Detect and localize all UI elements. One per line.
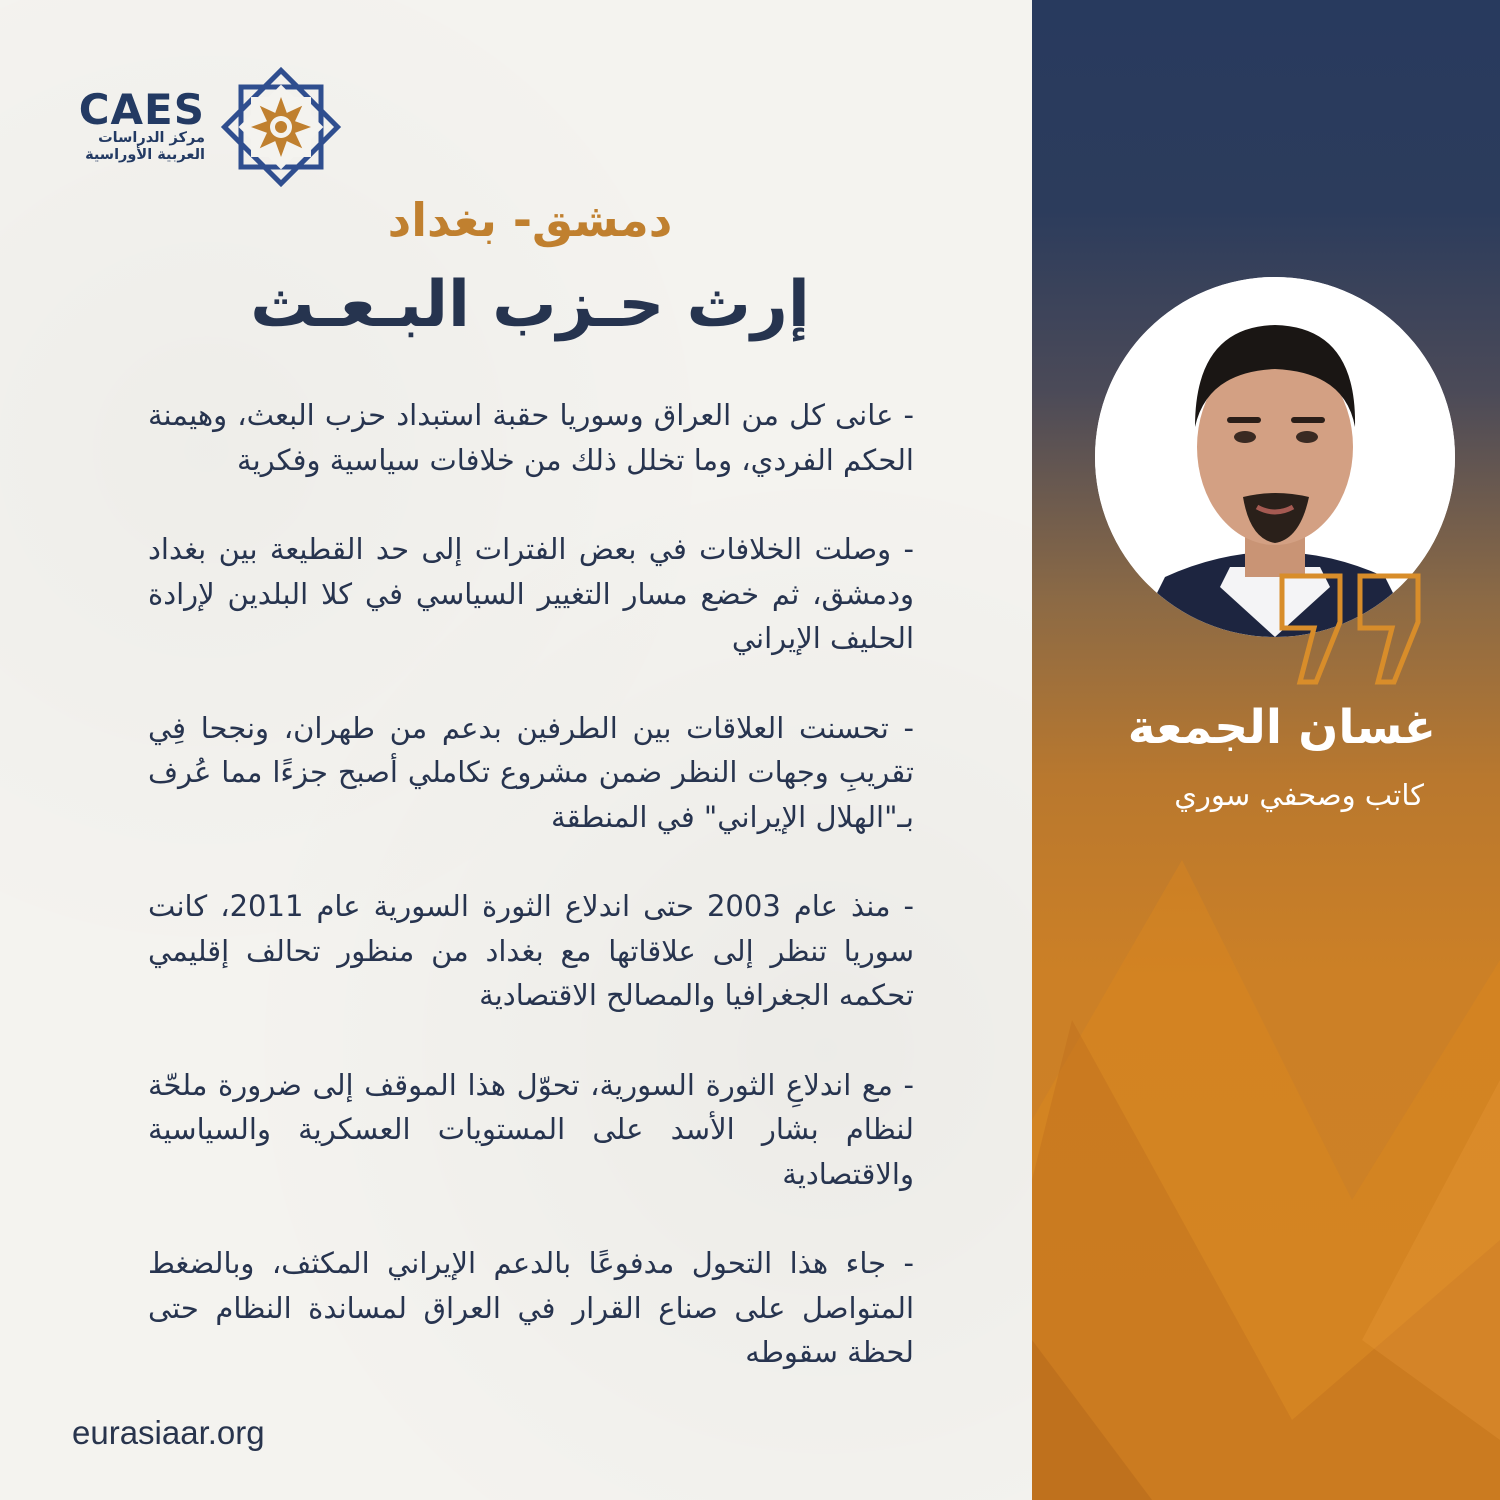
logo-text-block [78,85,205,164]
logo-acronym: CAES [78,85,205,134]
paragraph: - منذ عام 2003 حتى اندلاع الثورة السورية عام 2011، كانت سوريا تنظر إلى علاقاتها مع بغداد من منظور تحالف إقليمي تحكمه الجغرافيا والمصالح الاقتصادية [148,889,914,1012]
paragraph: - مع اندلاعِ الثورة السورية، تحوّل هذا الموقف إلى ضرورة ملحّة لنظام بشار الأسد على المستويات العسكرية والسياسية والاقتصادية [148,1067,914,1191]
subtitle: دمشق- بغداد [387,193,673,247]
paragraph: - جاء هذا التحول مدفوعًا بالدعم الإيراني المكثف، وبالضغط المتواصل على صناع القرار في العراق لمساندة النظام حتى لحظة سقوطه [148,1246,914,1369]
article-body [148,393,914,1420]
page-title: إرث حـزب البـعـث [250,268,810,342]
caes-logo [78,66,343,191]
quote-mark-icon [1276,572,1426,686]
website-link[interactable]: eurasiaar.org [72,1414,265,1451]
author-role: كاتب وصحفي سوري [1174,778,1424,812]
logo-name-line1: مركز الدراسات [98,130,205,146]
author-name: غسان الجمعة [1127,700,1436,755]
paragraph: - تحسنت العلاقات بين الطرفين بدعم من طهران، ونجحا فِي تقريبِ وجهات النظر ضمن مشروع تكاملي أصبح جزءًا مما عُرف بـ"الهلال الإيراني" في المنطقة [148,710,914,834]
paragraph: - عانى كل من العراق وسوريا حقبة استبداد حزب البعث، وهيمنة الحكم الفردي، وما تخلل ذلك من خلافات سياسية وفكرية [148,398,914,477]
paragraph: - وصلت الخلافات في بعض الفترات إلى حد القطيعة بين بغداد ودمشق، ثم خضع مسار التغيير السياسي في كلا البلدين لإرادة الحليف الإيراني [148,532,914,655]
eight-point-star-logo-icon [220,66,342,188]
logo-name-line2: العربية الأوراسية [85,147,205,163]
decorative-star-pattern [1032,820,1500,1500]
